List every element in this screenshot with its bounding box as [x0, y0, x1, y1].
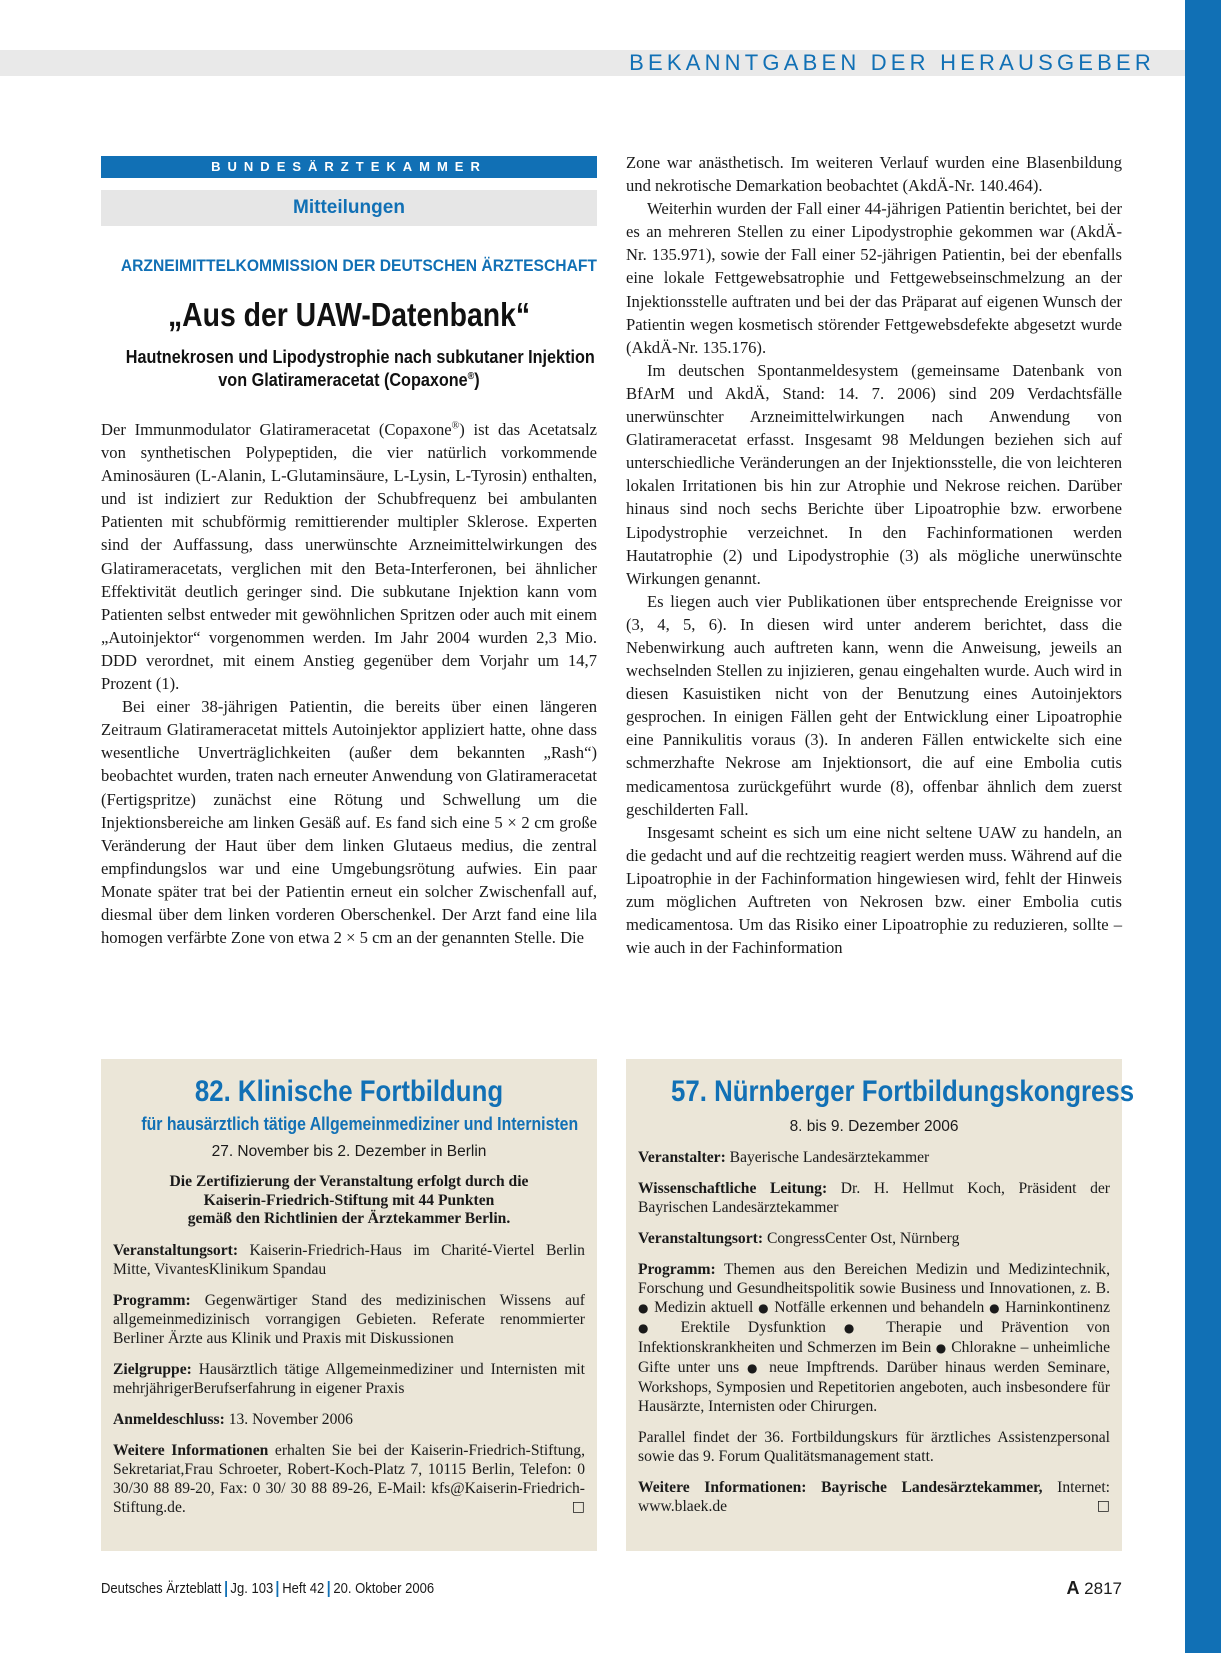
- bullet-icon: ●: [638, 1301, 650, 1315]
- paragraph-1-start: Der Immunmodulator Glatirameracetat (Copaxone: [101, 420, 452, 439]
- field-value: Dr. H. Hellmut Koch, Präsident der Bayrischen Landesärztekammer: [638, 1180, 1111, 1216]
- subtitle-line-1: Hautnekrosen und Lipodystrophie nach subkutaner Injektion: [125, 347, 595, 367]
- event-scientific-lead: [638, 1179, 1110, 1217]
- event-date: 8. bis 9. Dezember 2006: [789, 1118, 959, 1135]
- registered-mark: ®: [451, 420, 460, 432]
- article-body-right: [626, 151, 1122, 959]
- footer-citation: [101, 1581, 434, 1597]
- program-item-text: Notfälle erkennen und behandeln: [774, 1299, 985, 1316]
- field-label: Zielgruppe:: [113, 1360, 192, 1378]
- program-item: [747, 1359, 879, 1376]
- article-body-left: [101, 418, 597, 949]
- bullet-icon: ●: [746, 1361, 762, 1375]
- program-additional: Darüber hinaus werden Seminare, Workshops, Symposien und Repetitorien angeboten, auch insbesondere für Hausärzte, Internisten oder Chirurgen.: [638, 1359, 1111, 1415]
- field-label: Wissenschaftliche Leitung:: [638, 1180, 828, 1197]
- event-program: [113, 1291, 585, 1348]
- paragraph-4: Weiterhin wurden der Fall einer 44-jährigen Patientin berichtet, bei der es an mehreren Stellen zu einer Lipodystrophie gekommen war (AkdÄ-Nr. 135.971), sowie der Fall einer 52-jährigen Patientin, bei der ebenfalls eine lokale Fettgewebsatrophie und Fettgewebseinschmelzung an der Injektionsstelle auftraten und bei der das Präparat auf eigenen Wunsch der Patientin wegen kosmetisch störender Fettgewebsdefekte abgesetzt wurde (AkdÄ-Nr. 135.176).: [626, 199, 1122, 357]
- paragraph-2: Bei einer 38-jährigen Patientin, die bereits über einen längeren Zeitraum Glatirameracetat mittels Autoinjektor appliziert hatte, ohne dass wesentliche Unverträglichkeiten (außer dem bekannten „Rash“) beobachtet wurden, traten nach erneuter Anwendung von Glatirameracetat (Fertigspritze) zunächst eine Rötung und Schwellung um die Injektionsbereiche am linken Gesäß auf. Es fand sich eine 5 × 2 cm große Veränderung der Haut über dem linken Glutaeus medius, die zentral empfindungslos war und eine Umgebungsrötung aufwies. Ein paar Monate später trat bei der Patientin erneut ein solcher Zwischenfall auf, diesmal über dem linken vorderen Oberschenkel. Der Arzt fand eine lila homogen verfärbte Zone von etwa 2 × 5 cm an der genannten Stelle. Die: [101, 697, 597, 948]
- field-label: Anmeldeschluss:: [113, 1410, 225, 1428]
- paragraph-3: Zone war anästhetisch. Im weiteren Verlauf wurden eine Blasenbildung und nekrotische Demarkation beobachtet (AkdÄ-Nr. 140.464).: [626, 153, 1122, 196]
- event-location: [638, 1229, 1110, 1248]
- field-value: Internet: www.blaek.de: [638, 1479, 1110, 1515]
- journal-issue: Heft 42: [282, 1581, 325, 1597]
- certification-line: gemäß den Richtlinien der Ärztekammer Berlin.: [187, 1210, 511, 1227]
- program-item: [638, 1319, 826, 1336]
- paragraph-1-rest: ) ist das Acetatsalz von synthetischen Polypeptiden, die vier natürlich vorkommende Aminosäuren (L-Alanin, L-Glutaminsäure, L-Lysin, L-Tyrosin) enthalten, und ist indiziert zur Reduktion der Schubfrequenz bei ambulanten Patienten mit schubförmig remittierender multipler Sklerose. Experten sind der Auffassung, dass unerwünschte Arzneimittelwirkungen des Glatirameracetats, verglichen mit den Beta-Interferonen, bei ähnlicher Effektivität deutlich geringer sind. Die subkutane Injektion kann vom Patienten selbst entweder mit gewöhnlichen Spritzen oder auch mit einem „Autoinjektor“ vorgenommen werden. Im Jahr 2004 wurden 2,3 Mio. DDD verordnet, mit einem Anstieg gegenüber dem Vorjahr um 14,7 Prozent (1).: [101, 420, 597, 694]
- paragraph-5: Im deutschen Spontanmeldesystem (gemeinsame Datenbank von BfArM und AkdÄ, Stand: 14. 7. 2006) sind 209 Verdachtsfälle unerwünschter Arzneimittelwirkungen nach Anwendung von Glatirameracetat erfasst. Insgesamt 98 Meldungen beziehen sich auf unterschiedliche Veränderungen an der Injektionsstelle, die von leichteren lokalen Irritationen bis hin zur Atrophie und Nekrose reichen. Darüber hinaus sind noch sechs Berichte über Lipoatrophie bzw. erworbene Lipodystrophie verzeichnet. In den Fachinformationen werden Hautatrophie (2) und Lipodystrophie (3) als mögliche unerwünschte Wirkungen genannt.: [626, 360, 1122, 588]
- end-mark-icon: □: [1096, 1498, 1110, 1514]
- event-deadline: [113, 1410, 585, 1429]
- field-label: Veranstaltungsort:: [113, 1241, 239, 1259]
- field-label: Weitere Informationen: Bayrische Landesärztekammer,: [638, 1479, 1043, 1496]
- certification-line: Die Zertifizierung der Veranstaltung erfolgt durch die: [169, 1173, 529, 1190]
- subtitle-line-2: [126, 369, 572, 392]
- event-title: 82. Klinische Fortbildung: [194, 1075, 504, 1108]
- event-location: [113, 1241, 585, 1279]
- program-item: [989, 1299, 1110, 1316]
- field-label: Veranstalter:: [638, 1149, 726, 1166]
- journal-volume: Jg. 103: [230, 1581, 274, 1597]
- field-label: Veranstaltungsort:: [638, 1230, 764, 1247]
- event-box-klinische-fortbildung: [101, 1059, 597, 1551]
- article-right-column: [626, 151, 1122, 959]
- publisher-band: BUNDESÄRZTEKAMMER: [101, 156, 597, 178]
- event-parallel: Parallel findet der 36. Fortbildungskurs für ärztliches Assistenzpersonal sowie das 9. Forum Qualitätsmanagement statt.: [638, 1429, 1110, 1465]
- paragraph-7: Insgesamt scheint es sich um eine nicht seltene UAW zu handeln, an die gedacht und auf die rechtzeitig reagiert werden muss. Während auf die Lipoatrophie in der Fachinformation hingewiesen wird, fehlt der Hinweis zum möglichen Auftreten von Nekrosen bzw. einer Embolia cutis medicamentosa. Um das Risiko einer Lipoatrophie zu reduzieren, sollte – wie auch in der Fachinformation: [626, 822, 1122, 958]
- journal-name: Deutsches Ärzteblatt: [101, 1581, 222, 1597]
- footer-separator: [328, 1581, 330, 1597]
- bullet-icon: ●: [989, 1301, 1001, 1315]
- program-item: [638, 1299, 753, 1316]
- event-title: 57. Nürnberger Fortbildungskongress: [671, 1075, 1135, 1108]
- end-mark-icon: □: [571, 1498, 585, 1515]
- field-value: CongressCenter Ost, Nürnberg: [766, 1230, 960, 1247]
- event-program: [638, 1260, 1110, 1416]
- field-value: Bayerische Landesärztekammer: [729, 1149, 930, 1166]
- event-subtitle: für hausärztlich tätige Allgemeinmediziner und Internisten: [141, 1114, 579, 1134]
- event-box-nuernberger-kongress: [626, 1059, 1135, 1551]
- field-value: 13. November 2006: [228, 1410, 353, 1428]
- event-audience: [113, 1360, 585, 1398]
- event-date: 27. November bis 2. Dezember in Berlin: [211, 1143, 487, 1160]
- event-more-info: [113, 1441, 585, 1517]
- paragraph-6: Es liegen auch vier Publikationen über entsprechende Ereignisse vor (3, 4, 5, 6). In diesen wird unter anderem berichtet, dass die Nebenwirkung auch auftreten kann, wenn die Anweisung, jeweils an wechselnden Stellen zu injizieren, genau eingehalten wurde. Auch wird in diesen Kasuistiken nicht von der Benutzung eines Autoinjektors gesprochen. In einigen Fällen geht der Entwicklung einer Lipoatrophie eine Pannikulitis voraus (3). In anderen Fällen entwickelte sich eine schmerzhafte Nekrose am Injektionsort, die auf eine Embolia cutis medicamentosa zurückgeführt wurde (8), offenbar ähnlich dem zuerst geschilderten Fall.: [626, 591, 1122, 819]
- event-more-info: [638, 1478, 1110, 1516]
- subtitle-close: ): [474, 370, 480, 390]
- bullet-icon: ●: [843, 1321, 869, 1335]
- program-item-text: Therapie und Prävention von Infektionskrankheiten und Schmerzen im Bein: [638, 1319, 1110, 1356]
- journal-date: 20. Oktober 2006: [333, 1581, 435, 1597]
- category-label: Mitteilungen: [101, 190, 597, 226]
- program-item-text: Erektile Dysfunktion: [680, 1319, 826, 1336]
- field-value: Hausärztlich tätige Allgemeinmediziner und Internisten mit mehrjährigerBerufserfahrung in eigener Praxis: [113, 1360, 585, 1397]
- field-value: Gegenwärtiger Stand des medizinischen Wissens auf allgemeinmedizinisch vorrangigen Gebieten. Referate renommierter Berliner Ärzte aus Klinik und Praxis mit Diskussionen: [113, 1291, 585, 1347]
- organization-heading: ARZNEIMITTELKOMMISSION DER DEUTSCHEN ÄRZTESCHAFT: [120, 256, 597, 275]
- field-label: Programm:: [113, 1291, 191, 1309]
- bullet-icon: ●: [935, 1341, 947, 1355]
- side-color-bar: [1185, 0, 1221, 1653]
- program-item-text: neue Impftrends.: [769, 1359, 879, 1376]
- program-item-text: Medizin aktuell: [654, 1299, 754, 1316]
- program-item-text: Chlorakne – unheimliche Gifte unter uns: [638, 1339, 1110, 1376]
- field-value: Themen aus den Bereichen Medizin und Medizintechnik, Forschung und Gesundheitspolitik sowie Business und Innovationen, z. B.: [638, 1261, 1110, 1297]
- certification-line: Kaiserin-Friedrich-Stiftung mit 44 Punkten: [203, 1191, 495, 1209]
- paragraph-1: [101, 418, 597, 695]
- page-number-value: 2817: [1084, 1579, 1122, 1598]
- field-label: Weitere Informationen: [113, 1441, 269, 1459]
- bullet-icon: ●: [758, 1301, 770, 1315]
- page-prefix: A: [1066, 1578, 1080, 1598]
- article-title: „Aus der UAW-Datenbank“: [167, 296, 531, 333]
- registered-mark: ®: [467, 371, 475, 382]
- bullet-icon: ●: [638, 1321, 663, 1335]
- field-value: erhalten Sie bei der Kaiserin-Friedrich-Stiftung, Sekretariat,Frau Schroeter, Robert-Koch-Platz 7, 10115 Berlin, Telefon: 0 30/30 88 89-20, Fax: 0 30/ 30 88 89-26, E-Mail: kfs@Kaiserin-Friedrich-Stiftung.de.: [113, 1441, 585, 1516]
- program-item-text: Harninkontinenz: [1005, 1299, 1110, 1316]
- event-organizer: [638, 1148, 1110, 1167]
- article-left-column: [101, 150, 597, 949]
- field-value: Kaiserin-Friedrich-Haus im Charité-Viertel Berlin Mitte, VivantesKlinikum Spandau: [113, 1241, 585, 1278]
- footer-separator: [225, 1581, 227, 1597]
- subtitle-text: von Glatirameracetat (Copaxone: [218, 370, 468, 390]
- page-number: [1066, 1578, 1122, 1599]
- article-subtitle: [125, 346, 595, 392]
- program-item: [758, 1299, 984, 1316]
- footer-separator: [277, 1581, 279, 1597]
- field-label: Programm:: [638, 1261, 716, 1278]
- event-certification: [113, 1173, 585, 1229]
- section-title: BEKANNTGABEN DER HERAUSGEBER: [629, 50, 1155, 75]
